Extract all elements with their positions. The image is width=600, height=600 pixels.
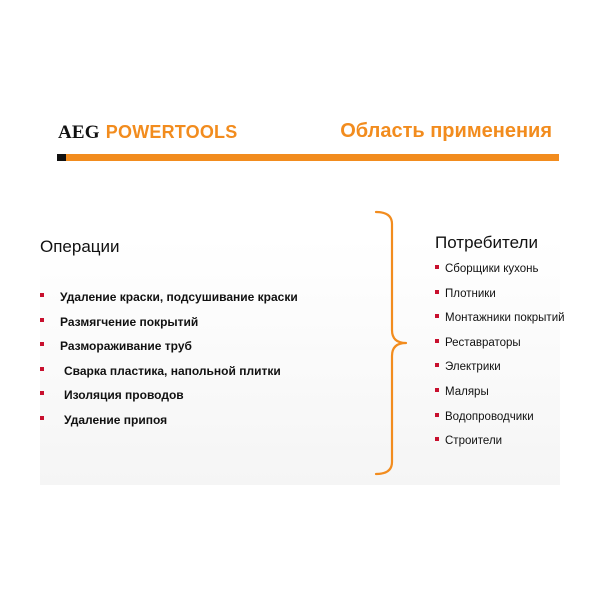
consumer-item: Реставраторы — [435, 336, 565, 351]
consumer-item: Строители — [435, 434, 565, 449]
bullet-icon — [40, 367, 44, 371]
consumer-item: Электрики — [435, 360, 565, 375]
bullet-icon — [40, 416, 44, 420]
header-rule — [57, 154, 559, 161]
bullet-icon — [40, 391, 44, 395]
consumer-item: Сборщики кухонь — [435, 262, 565, 277]
bullet-icon — [40, 342, 44, 346]
consumer-item: Монтажники покрытий — [435, 311, 565, 326]
bullet-icon — [40, 318, 44, 322]
consumer-item: Маляры — [435, 385, 565, 400]
bullet-icon — [435, 413, 439, 417]
consumers-heading: Потребители — [435, 233, 538, 252]
header-rule-mark — [57, 154, 66, 161]
brand-powertools: POWERTOOLS — [105, 122, 238, 142]
section-title: Область применения — [340, 120, 552, 142]
bullet-icon — [435, 363, 439, 367]
bullet-icon — [435, 388, 439, 392]
bullet-icon — [435, 265, 439, 269]
brand-aeg: AEG — [58, 122, 100, 143]
operations-heading: Операции — [40, 237, 120, 256]
bullet-icon — [435, 339, 439, 343]
bullet-icon — [435, 314, 439, 318]
consumer-item: Водопроводчики — [435, 410, 565, 425]
consumer-item: Плотники — [435, 287, 565, 302]
brand-logo — [58, 122, 237, 144]
consumers-list — [435, 262, 565, 459]
bullet-icon — [435, 290, 439, 294]
curly-brace-icon — [372, 210, 412, 476]
bullet-icon — [40, 293, 44, 297]
bullet-icon — [435, 437, 439, 441]
